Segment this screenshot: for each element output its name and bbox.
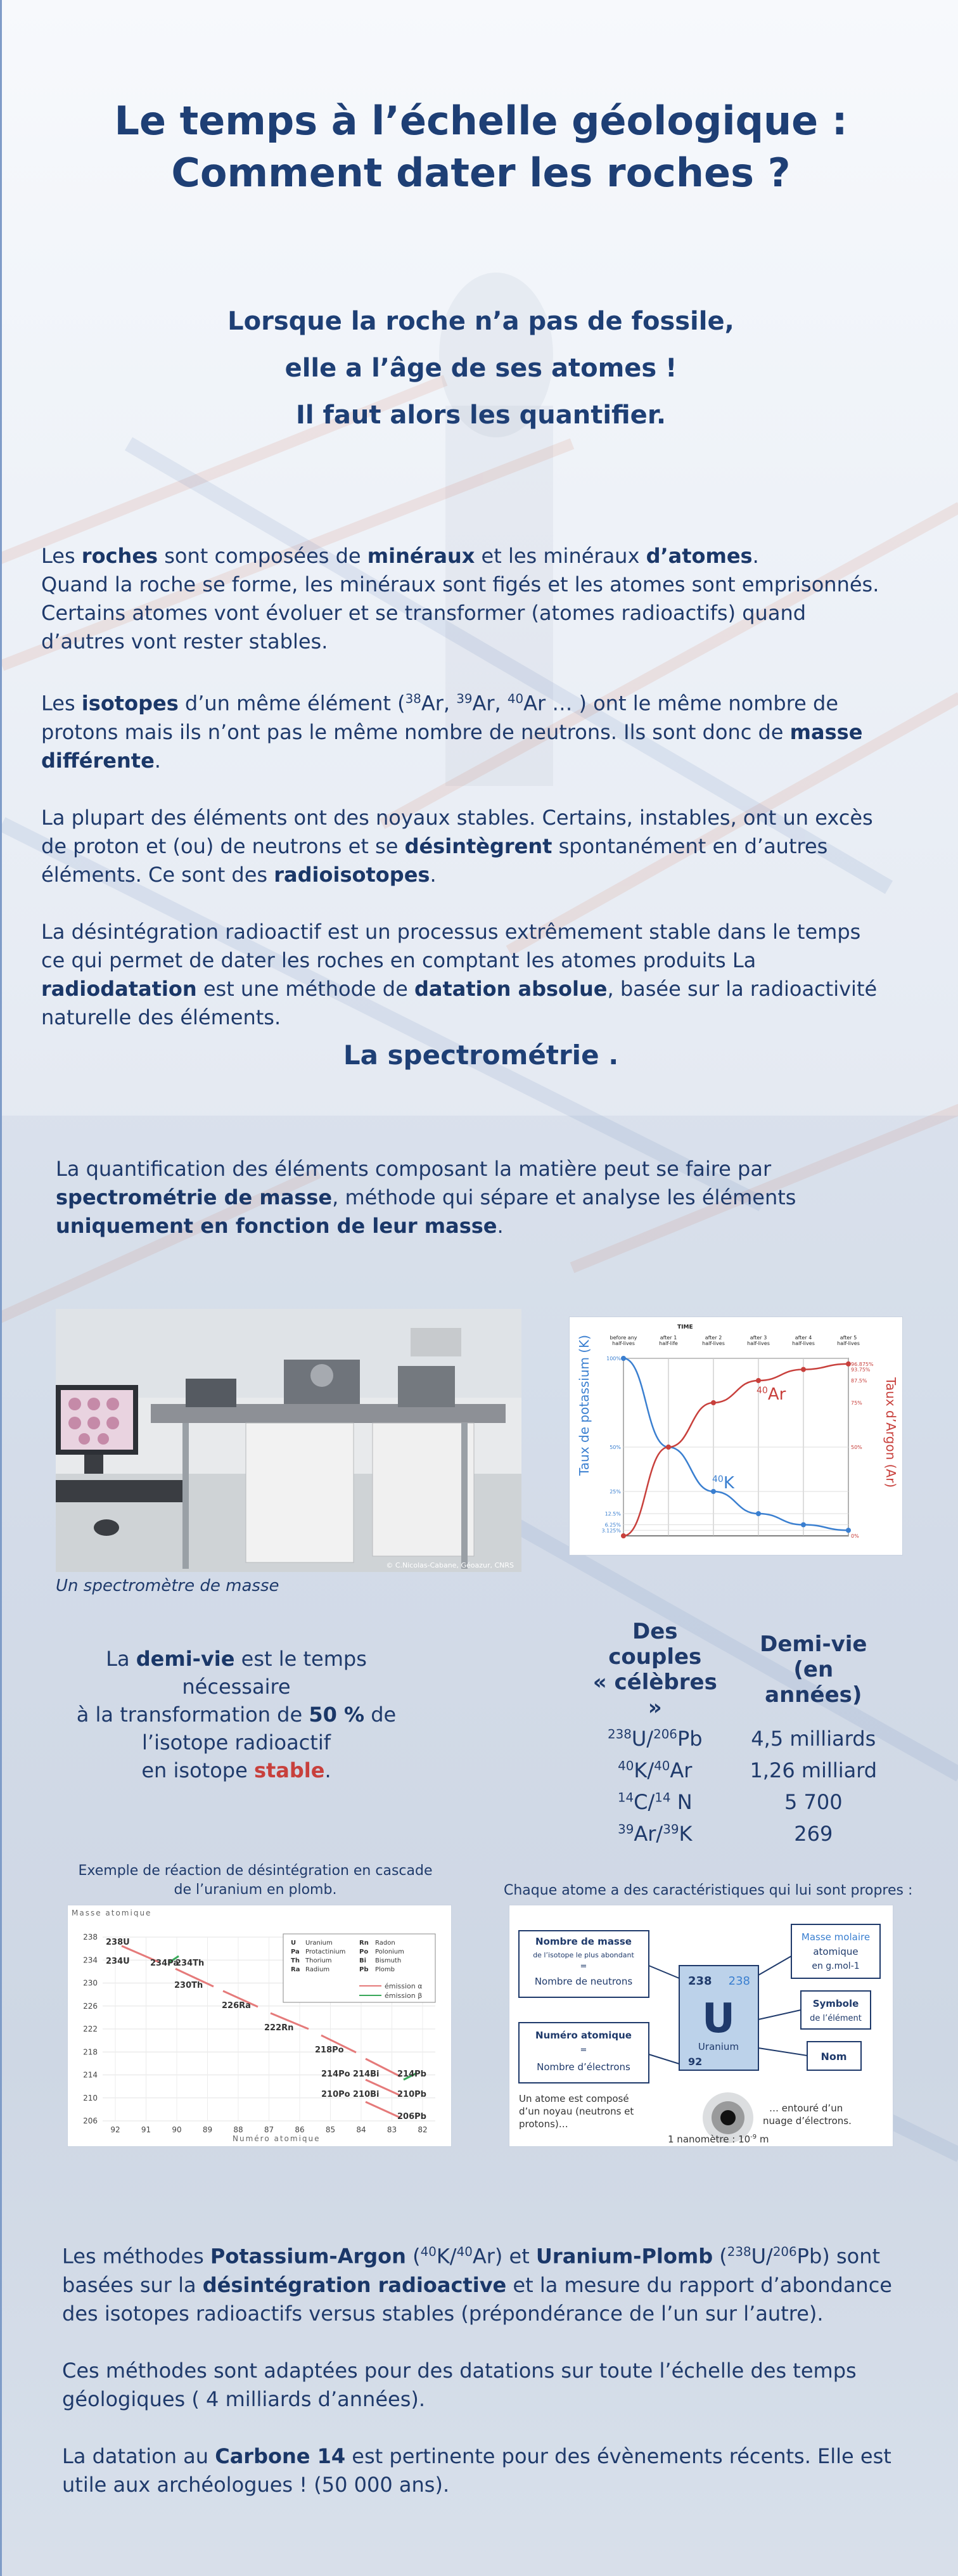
x-tick-label: 86 [295,2125,305,2134]
header-text: (en années) [765,1657,862,1708]
data-point-40K [621,1356,626,1361]
subtitle-line-1: Lorsque la roche n’a pas de fossile, [227,307,734,336]
scale-text [668,2134,769,2145]
argon-series-label [757,1385,786,1404]
text: , méthode qui sépare et analyse les éléments [332,1185,796,1209]
x-tick-label: 82 [418,2125,428,2134]
data-point-40Ar [801,1367,806,1372]
mass-box-neutrons: Nombre de neutrons [534,1976,633,1987]
text: et les minéraux [475,544,646,568]
legend-entry: Pb [359,1966,369,1973]
mass-number: 40 [507,692,524,706]
x-tick-label: before any half-lives [610,1335,637,1346]
table-row [575,1723,892,1755]
mass-box-sub: de l’isotope le plus abondant [533,1951,634,1959]
tile-number: 92 [688,2056,703,2068]
bold-text: masse différente [41,719,863,773]
text: , basée sur la radioactivité naturelle des éléments. [41,976,878,1029]
y-tick-label: 226 [83,2001,98,2011]
couple-cell [575,1818,735,1850]
text: . [154,748,161,773]
svg-text:238U: 238U [106,1938,130,1947]
legend-entry: Polonium [375,1948,404,1955]
data-point-40Ar [711,1400,716,1405]
legend-beta: émission β [385,1992,423,2000]
highlight-text: stable [253,1758,325,1782]
series-line-40K [623,1358,848,1530]
text: spontanément en d’autres éléments. Ce sont des [41,834,828,887]
y-tick-right: 93.75% [851,1367,871,1373]
y-tick-left: 12.5% [604,1511,621,1517]
y-tick-label: 234 [83,1955,98,1965]
symbol: U/ [751,2244,773,2269]
text: Ar, [472,691,508,716]
text: sont composées de [158,544,367,568]
intro-paragraph-3 [41,804,890,889]
bold-text: roches [81,544,158,568]
table-row [575,1755,892,1786]
text: Les [41,691,82,716]
x-tick-label: after 5 half-lives [837,1335,860,1346]
half-life-cell: 4,5 milliards [751,1727,876,1751]
bold-text: Uranium-Plomb [535,2244,713,2269]
svg-text:222Rn: 222Rn [264,2023,294,2033]
molar-label-1: Masse molaire [801,1931,871,1943]
header-text: « célèbres » [592,1670,717,1720]
text: et la mesure du rapport d’abondance des isotopes radioactifs versus stables (prépondérance de l’un sur l’autre). [62,2272,892,2326]
couple-cell [575,1723,735,1755]
mass-number: 39 [618,1822,634,1837]
table-row [575,1818,892,1850]
mass-number: 40 [712,1474,724,1484]
subtitle-line-2: elle a l’âge de ses atomes ! [284,354,677,383]
tile-symbol: U [702,1995,735,2042]
text: La désintégration radioactif est un processus extrêmement stable dans le temps ce qui permet de dater les roches en comptant les atomes produits La [41,919,861,972]
title-line-1: Le temps à l’échelle géologique : [114,98,848,144]
section-title-spectrometrie: La spectrométrie . [343,1040,619,1071]
text: . [430,862,437,887]
svg-text:214Po: 214Po [321,2070,350,2079]
molar-label-3: en g.mol-1 [812,1961,860,1971]
y-tick-label: 222 [83,2025,98,2033]
x-tick-label: after 4 half-lives [792,1335,815,1346]
bold-text: demi-vie [136,1647,235,1671]
text: Certains atomes vont évoluer et se transformer (atomes radioactifs) quand d’autres vont rester stables. [41,601,807,654]
symbol: K/ [436,2244,457,2269]
scale-unit: m [757,2134,769,2145]
bold-text: uniquement en fonction de leur masse [56,1214,497,1238]
couples-table-wrap [575,1616,892,1850]
intro-paragraph-1 [41,542,890,656]
name-label: Nom [821,2051,847,2063]
subtitle [2,298,958,439]
text: . [324,1758,331,1782]
x-tick-label: 88 [233,2125,243,2134]
y-tick-label: 218 [83,2047,98,2057]
molar-label-2: atomique [813,1946,859,1957]
conclusion-paragraph-1 [62,2238,898,2328]
y-tick-right: 50% [851,1445,862,1450]
x-tick-label: 85 [325,2125,336,2134]
y-tick-right: 96.875% [851,1361,874,1367]
cascade-diagram [67,1905,452,2147]
legend-entry: Protactinium [305,1948,346,1955]
bold-text: Potassium-Argon [210,2244,406,2269]
cascade-caption [56,1862,455,1900]
text: est pertinente pour des évènements récents. Elle est utile aux archéologues ! (50 000 ans). [62,2444,891,2497]
y-right-ticks [851,1362,874,1539]
x-tick-label: 84 [356,2125,366,2134]
mass-box-eq: = [580,1962,587,1971]
cascade-x-ticks [110,2125,427,2134]
mass-number: 40 [456,2244,473,2259]
symbol-label-1: Symbole [812,1998,859,2009]
spectrometer-photo [56,1309,521,1572]
bold-text: désintègrent [404,834,552,858]
text: ( [406,2244,421,2269]
mass-number: 14 [655,1790,671,1805]
x-tick-label: after 1 half-life [659,1335,678,1346]
cascade-chart [68,1905,451,2146]
svg-text:230Th: 230Th [174,1981,203,1990]
x-tick-label: after 3 half-lives [747,1335,770,1346]
mass-number: 14 [617,1790,634,1805]
header-text: Demi-vie [760,1632,867,1657]
symbol: K [723,1474,734,1493]
y-tick-label: 206 [83,2116,98,2125]
legend-entry: Radon [375,1940,395,1947]
symbol-label-2: de l’élément [810,2014,862,2023]
legend-entry: Radium [305,1966,330,1973]
text: Les méthodes [62,2244,210,2269]
cascade-y-ticks [83,1933,98,2125]
chart-top-label: TIME [677,1324,693,1330]
potassium-series-label [712,1474,735,1493]
legend-entry: Po [359,1948,369,1955]
y-tick-left: 50% [610,1445,621,1450]
bold-text: minéraux [367,544,475,568]
mass-number: 40 [420,2244,437,2259]
text: à la transformation de [76,1703,309,1727]
spectro-text [56,1155,898,1240]
mass-number: 238 [727,2244,751,2259]
table-header-couples [575,1616,735,1723]
y-tick-label: 238 [83,1933,98,1942]
data-point-40Ar [621,1533,626,1538]
couple-cell [575,1786,735,1818]
mass-number: 39 [456,692,473,706]
x-tick-label: 83 [386,2125,397,2134]
x-tick-label: 91 [141,2125,151,2134]
symbol: Ar [767,1385,786,1404]
tile-molar: 238 [728,1974,750,1988]
tile-mass: 238 [688,1974,712,1988]
data-point-40Ar [846,1362,851,1367]
series-line-40Ar [623,1364,848,1536]
bold-text: radiodatation [41,976,197,1001]
text: est une méthode de [196,976,414,1001]
mass-box-title: Nombre de masse [535,1936,632,1947]
half-life-cell: 5 700 [784,1790,843,1814]
text: est le temps nécessaire [182,1647,367,1699]
bold-text: d’atomes [646,544,753,568]
caption-line: Exemple de réaction de désintégration en cascade [78,1863,433,1879]
legend-entry: Ra [291,1966,300,1973]
text: Ar … ) ont le même nombre de protons mais ils n’ont pas le même nombre de neutrons. Ils sont donc de [41,691,839,744]
intro-paragraph-4 [41,918,890,1032]
intro-text [41,542,890,1060]
couple-cell [575,1755,735,1786]
text: Ar) et [472,2244,536,2269]
symbol: K [679,1822,693,1846]
svg-text:210Bi: 210Bi [353,2090,380,2099]
legend-entry: Bi [359,1957,367,1964]
text: ( [713,2244,727,2269]
demi-vie-text [56,1645,417,1784]
mass-number: 40 [654,1758,670,1774]
couples-table [575,1616,892,1850]
y-axis-label-right: Taux d’Argon (Ar) [883,1377,898,1488]
symbol: Pb [677,1727,703,1751]
mass-number: 206 [772,2244,797,2259]
text: Pb) sont basées sur la [62,2244,881,2297]
legend-entry: Pa [291,1948,300,1955]
caption-line: de l’uranium en plomb. [174,1882,337,1898]
legend-entry: Thorium [305,1957,332,1964]
atom-diagram [509,1905,893,2147]
scale-value: 1 nanomètre : 10 [668,2134,751,2145]
number-box-electrons: Nombre d’électrons [537,2061,630,2073]
y-tick-label: 214 [83,2070,98,2080]
y-tick-right: 75% [851,1400,862,1406]
symbol: Ar/ [634,1822,663,1846]
y-left-ticks [601,1356,621,1533]
svg-text:210Po: 210Po [321,2090,350,2099]
data-point-40Ar [666,1445,671,1450]
atom-caption: Chaque atome a des caractéristiques qui lui sont propres : [504,1883,913,1898]
symbol: U/ [631,1727,654,1751]
legend-entry: Plomb [375,1966,395,1973]
table-header-half-life [735,1616,892,1723]
symbol: K/ [634,1758,655,1782]
photo-credit: © C.Nicolas-Cabane, Géoazur, CNRS [386,1561,514,1569]
text: La plupart des éléments ont des noyaux stables. Certains, instables, ont un excès de proton et (ou) de neutrons et se [41,805,873,858]
half-life-chart [570,1317,902,1555]
text: La datation au [62,2444,215,2468]
y-tick-label: 230 [83,1978,98,1988]
text: Les [41,544,82,568]
data-point-40K [711,1489,716,1494]
legend-entry: U [291,1940,297,1947]
svg-text:218Po: 218Po [315,2045,344,2055]
x-tick-label: after 2 half-lives [702,1335,725,1346]
text: de l’isotope radioactif [142,1703,397,1755]
text: La quantification des éléments composant la matière peut se faire par [56,1157,772,1181]
legend-entry: Th [291,1957,300,1964]
conclusion-text [62,2238,898,2528]
legend-entry: Rn [359,1940,369,1947]
bold-text: Carbone 14 [215,2444,346,2468]
subtitle-line-3: Il faut alors les quantifier. [295,401,667,430]
svg-text:234Th: 234Th [176,1959,205,1968]
half-life-cell: 1,26 milliard [750,1758,878,1782]
y-axis-label-left: Taux de potassium (K) [577,1334,592,1476]
number-box-title: Numéro atomique [535,2030,632,2041]
legend-entry: Bismuth [375,1957,402,1964]
svg-text:210Pb: 210Pb [397,2090,426,2099]
symbol: Ar [670,1758,693,1782]
x-tick-label: 87 [264,2125,274,2134]
text: . [497,1214,504,1238]
x-tick-label: 90 [172,2125,182,2134]
text: d’un même élément ( [178,691,406,716]
conclusion-paragraph-3 [62,2442,898,2499]
nucleus-text: Un atome est composé d’un noyau (neutrons et protons)… [519,2093,634,2130]
data-point-40K [846,1528,851,1533]
photo-caption: Un spectromètre de masse [56,1576,279,1595]
number-box-eq: = [580,2045,587,2055]
text: La [106,1647,136,1671]
svg-text:226Ra: 226Ra [222,2001,251,2011]
svg-text:206Pb: 206Pb [397,2112,426,2122]
bold-text: spectrométrie de masse [56,1185,333,1209]
intro-paragraph-2 [41,685,890,775]
symbol: C/ [634,1790,655,1814]
text: Quand la roche se forme, les minéraux sont figés et les atomes sont emprisonnés. [41,572,879,596]
data-point-40Ar [756,1378,761,1383]
bold-text: désintégration radioactive [202,2272,507,2297]
y-tick-left: 3.125% [601,1528,621,1534]
legend-entry: Uranium [305,1940,333,1947]
bold-text: radioisotopes [274,862,430,887]
x-tick-label: 92 [110,2125,120,2134]
page-title [2,95,958,199]
y-tick-left: 6.25% [604,1522,621,1528]
data-point-40K [756,1511,761,1516]
svg-text:214Pb: 214Pb [397,2070,426,2079]
header-text: Des couples [608,1619,702,1670]
y-tick-left: 25% [610,1489,621,1495]
text: en isotope [141,1758,254,1782]
y-tick-label: 210 [83,2093,98,2103]
svg-text:234Pa: 234Pa [150,1959,179,1968]
y-tick-left: 100% [606,1356,621,1362]
mass-number: 40 [757,1386,768,1396]
text: . [752,544,759,568]
x-tick-labels [610,1335,860,1346]
half-life-chart-card [569,1317,903,1555]
mass-number: 39 [663,1822,679,1837]
spectrometer-illustration [56,1309,521,1572]
symbol: N [670,1790,693,1814]
mass-number: 38 [405,692,421,706]
title-line-2: Comment dater les roches ? [171,150,791,196]
table-row [575,1786,892,1818]
legend-alpha: émission α [385,1982,423,1990]
bold-text: 50 % [309,1703,365,1727]
svg-text:234U: 234U [106,1957,130,1966]
chart-grid [623,1358,848,1536]
data-point-40K [801,1523,806,1528]
mass-number: 206 [653,1727,677,1742]
y-tick-right: 0% [851,1533,859,1539]
svg-text:214Bi: 214Bi [353,2070,380,2079]
bold-text: isotopes [81,691,179,716]
tile-name: Uranium [698,2041,739,2052]
mass-number: 40 [618,1758,634,1774]
scale-exponent: -9 [750,2134,757,2141]
cloud-text: … entouré d’un nuage d’électrons. [763,2103,852,2127]
text: Ar, [421,691,457,716]
cascade-x-label: Numéro atomique [233,2134,321,2143]
x-tick-label: 89 [202,2125,213,2134]
atom-illustration [509,1905,893,2146]
cascade-y-label: Masse atomique [72,1909,152,1917]
y-tick-right: 87.5% [851,1378,867,1384]
bold-text: datation absolue [414,976,608,1001]
mass-number: 238 [608,1727,632,1742]
conclusion-paragraph-2: Ces méthodes sont adaptées pour des datations sur toute l’échelle des temps géologiques ( 4 milliards d’années). [62,2358,857,2411]
half-life-cell: 269 [794,1822,833,1846]
